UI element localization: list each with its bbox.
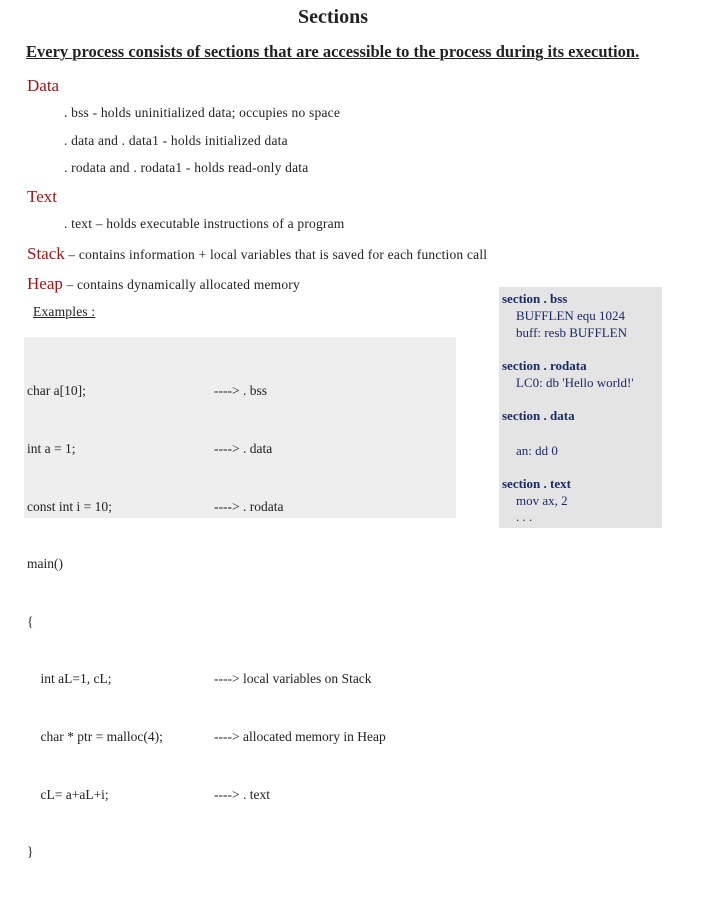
- stack-heading: Stack: [27, 244, 65, 263]
- code-example-box: [24, 337, 456, 860]
- code-annotation: [214, 554, 386, 573]
- text-item: . text – holds executable instructions of a program: [64, 216, 345, 231]
- code-line: int aL=1, cL;: [27, 671, 112, 687]
- code-line: char a[10];: [27, 383, 86, 399]
- code-annotation: ----> . text: [214, 786, 270, 802]
- data-item-name: . bss: [64, 105, 90, 120]
- code-line: char * ptr = malloc(4);: [27, 729, 163, 745]
- data-line: an: dd 0: [516, 443, 558, 458]
- code-annotation: [214, 612, 386, 631]
- code-line: cL= a+aL+i;: [27, 786, 109, 802]
- code-line: int a = 1;: [27, 441, 76, 457]
- page-subtitle: Every process consists of sections that are accessible to the process during its execution.: [26, 42, 640, 61]
- code-annotation: ----> . rodata: [214, 498, 284, 514]
- code-annotation: ----> allocated memory in Heap: [214, 729, 386, 745]
- rodata-section-header: section . rodata: [502, 358, 587, 373]
- data-item-data: [64, 133, 288, 149]
- code-annotation: ----> local variables on Stack: [214, 671, 372, 687]
- data-heading: Data: [27, 76, 60, 95]
- data-section-header: section . data: [502, 408, 575, 423]
- code-annotations: [214, 343, 386, 842]
- code-line: }: [27, 844, 34, 860]
- bss-line: buff: resb BUFFLEN: [516, 325, 627, 340]
- code-lines: [27, 343, 163, 900]
- text-section-header: section . text: [502, 476, 571, 491]
- text-line: mov ax, 2: [516, 493, 568, 508]
- stack-line: [27, 244, 487, 264]
- text-line: . . .: [516, 509, 533, 524]
- heap-line: [27, 274, 300, 294]
- stack-desc: – contains information + local variables that is saved for each function call: [64, 247, 488, 262]
- data-item-bss: [64, 105, 340, 121]
- bss-line: BUFFLEN equ 1024: [516, 308, 626, 323]
- heap-desc: – contains dynamically allocated memory: [62, 277, 300, 292]
- heap-heading: Heap: [27, 274, 63, 293]
- data-item-name: . data and . data1: [64, 133, 160, 148]
- code-line: main(): [27, 556, 63, 572]
- rodata-line: LC0: db 'Hello world!': [516, 375, 634, 390]
- examples-label: Examples :: [33, 304, 96, 319]
- data-item-desc: - holds uninitialized data; occupies no space: [89, 105, 341, 120]
- data-item-desc: - holds read-only data: [182, 160, 309, 175]
- bss-section-header: section . bss: [502, 291, 568, 306]
- data-item-rodata: [64, 160, 308, 176]
- assembly-example-box: [499, 287, 662, 528]
- data-item-name: . rodata and . rodata1: [64, 160, 183, 175]
- text-heading: Text: [27, 187, 57, 206]
- code-line: {: [27, 613, 34, 629]
- data-item-desc: - holds initialized data: [159, 133, 288, 148]
- code-annotation: ----> . bss: [214, 383, 267, 399]
- code-annotation: ----> . data: [214, 441, 273, 457]
- page-title: Sections: [298, 6, 368, 28]
- code-line: const int i = 10;: [27, 498, 112, 514]
